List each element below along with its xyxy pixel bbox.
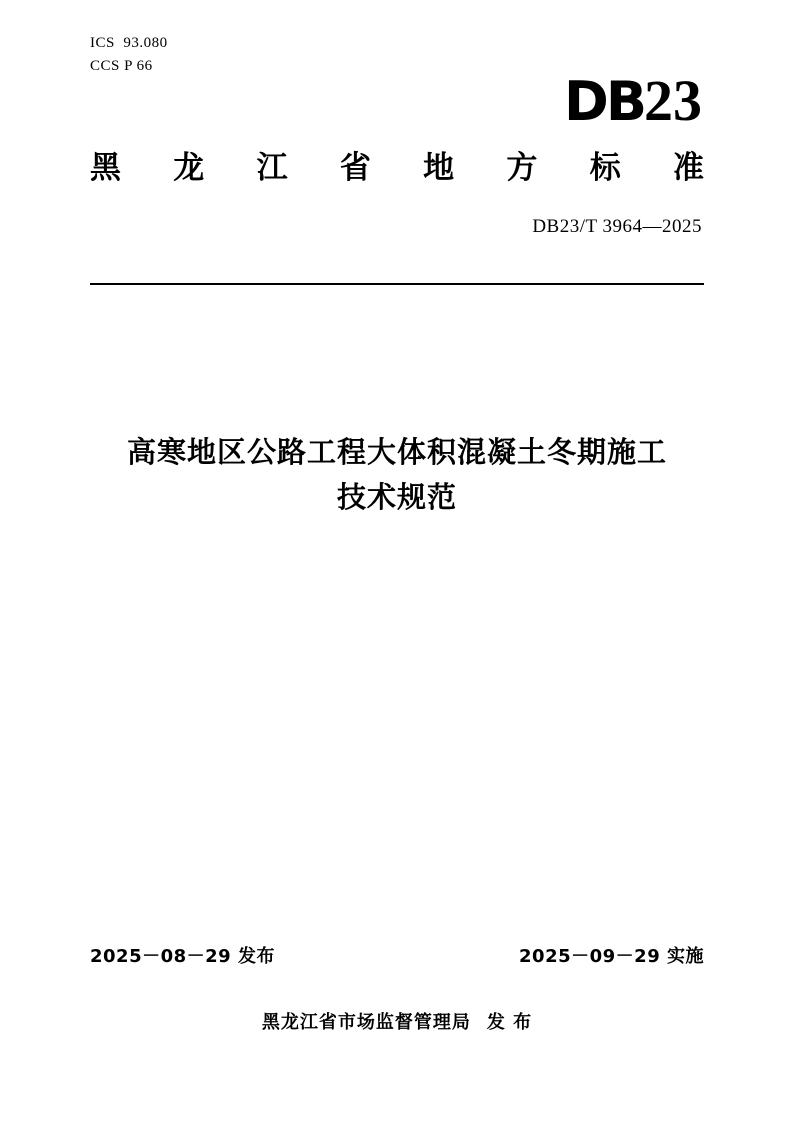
date-row [90, 942, 704, 968]
implement-date: 2025－09－29 实施 [519, 946, 704, 967]
heading-char-7: 准 [672, 150, 704, 186]
heading-char-4: 地 [423, 150, 455, 186]
publisher-name: 黑龙江省市场监督管理局 [261, 1012, 471, 1033]
header-divider [90, 283, 704, 285]
ccs-code: CCS P 66 [90, 58, 153, 75]
db23-logo-db: DB [564, 70, 644, 133]
page-title-line1: 高寒地区公路工程大体积混凝土冬期施工 [126, 435, 667, 469]
page-title-line2: 技术规范 [336, 479, 457, 514]
heading-char-6: 标 [589, 150, 621, 186]
db23-logo-number: 23 [644, 68, 702, 133]
issue-date: 2025－08－29 发布 [90, 946, 275, 967]
publisher-line [0, 1008, 794, 1034]
ics-code: ICS 93.080 [90, 35, 168, 51]
standard-number: DB23/T 3964—2025 [532, 216, 702, 237]
classification-codes [90, 32, 168, 79]
heading-char-0: 黑 [90, 150, 121, 186]
province-standard-heading [90, 142, 704, 187]
heading-char-5: 方 [506, 150, 538, 186]
heading-char-1: 龙 [173, 150, 205, 186]
heading-char-2: 江 [256, 150, 288, 186]
publisher-action: 发 布 [486, 1012, 533, 1033]
db23-logo [564, 68, 702, 133]
page-title [96, 430, 698, 520]
heading-char-3: 省 [339, 150, 371, 186]
